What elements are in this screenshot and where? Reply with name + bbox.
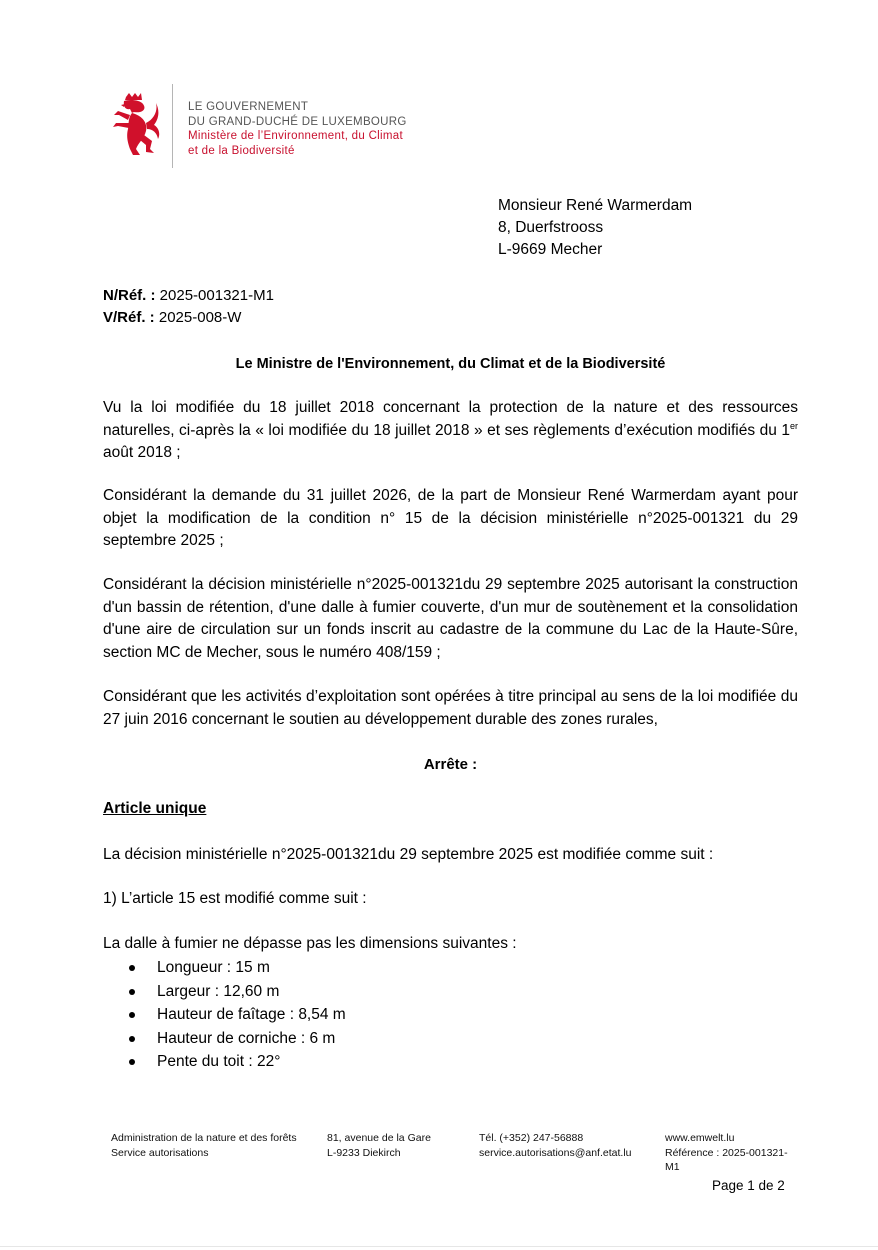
footer-address: 81, avenue de la Gare L-9233 Diekirch xyxy=(327,1132,431,1159)
bullet-icon xyxy=(129,1036,135,1042)
article-intro: La décision ministérielle n°2025-001321du 29 septembre 2025 est modifiée comme suit : xyxy=(103,846,714,863)
footer-website: www.emwelt.lu Référence : 2025-001321- M1 xyxy=(665,1132,788,1173)
dimensions-list xyxy=(125,956,346,1074)
recipient-street: 8, Duerfstrooss xyxy=(498,219,604,236)
dimensions-intro: La dalle à fumier ne dépasse pas les dimensions suivantes : xyxy=(103,935,517,952)
list-item: Hauteur de corniche : 6 m xyxy=(125,1027,346,1051)
bullet-icon xyxy=(129,989,135,995)
list-item: Longueur : 15 m xyxy=(125,956,346,980)
article-point-1: 1) L’article 15 est modifié comme suit : xyxy=(103,890,367,907)
red-lion-icon xyxy=(106,93,162,157)
list-item: Hauteur de faîtage : 8,54 m xyxy=(125,1003,346,1027)
footer-administration: Administration de la nature et des forêts Service autorisations xyxy=(111,1132,297,1159)
gov-line-1: LE GOUVERNEMENT xyxy=(188,101,309,113)
gov-line-2: DU GRAND-DUCHÉ DE LUXEMBOURG xyxy=(188,115,407,128)
recipient-name: Monsieur René Warmerdam xyxy=(498,197,693,214)
paragraph-considerant-3: Considérant que les activités d’exploitation sont opérées à titre principal au sens de la loi modifiée du 27 juin 2016 concernant le soutien au développement durable des zones rurales, xyxy=(103,688,798,728)
document-title: Le Ministre de l'Environnement, du Climat et de la Biodiversité xyxy=(235,356,666,372)
page-edge xyxy=(0,1246,878,1247)
list-item: Largeur : 12,60 m xyxy=(125,980,346,1004)
paragraph-considerant-1: Considérant la demande du 31 juillet 2026, de la part de Monsieur René Warmerdam ayant pour objet la modification de la condition n° 15 de la décision ministérielle n°2025-001321 du 29 septembre 2025 ; xyxy=(103,487,798,549)
bullet-icon xyxy=(129,1012,135,1018)
arrete-heading: Arrête : xyxy=(423,756,478,773)
recipient-city: L-9669 Mecher xyxy=(498,241,603,258)
references xyxy=(103,285,274,329)
list-item: Pente du toit : 22° xyxy=(125,1050,346,1074)
recipient-address xyxy=(498,195,692,261)
header-divider xyxy=(172,84,173,168)
your-reference: V/Réf. : 2025-008-W xyxy=(103,309,242,326)
ministry-line-1: Ministère de l’Environnement, du Climat xyxy=(188,130,403,142)
footer-contact: Tél. (+352) 247-56888 service.autorisations@anf.etat.lu xyxy=(479,1132,632,1159)
government-heading xyxy=(188,100,407,158)
paragraph-vu: Vu la loi modifiée du 18 juillet 2018 concernant la protection de la nature et des ressources naturelles, ci-après la « loi modifiée du 18 juillet 2018 » et ses règlements d’exécution modifiés du 1er août 2018 ; xyxy=(103,399,798,461)
article-title: Article unique xyxy=(103,800,207,817)
ministry-line-2: et de la Biodiversité xyxy=(188,144,295,157)
bullet-icon xyxy=(129,965,135,971)
bullet-icon xyxy=(129,1059,135,1065)
page-number: Page 1 de 2 xyxy=(712,1178,785,1193)
paragraph-considerant-2: Considérant la décision ministérielle n°2025-001321du 29 septembre 2025 autorisant la construction d'un bassin de rétention, d'une dalle à fumier couverte, d'un mur de soutènement et la consolidation d'une aire de circulation sur un fonds inscrit au cadastre de la commune du Lac de la Haute-Sûre, section MC de Mecher, sous le numéro 408/159 ; xyxy=(103,576,798,661)
our-reference: N/Réf. : 2025-001321-M1 xyxy=(103,287,274,304)
